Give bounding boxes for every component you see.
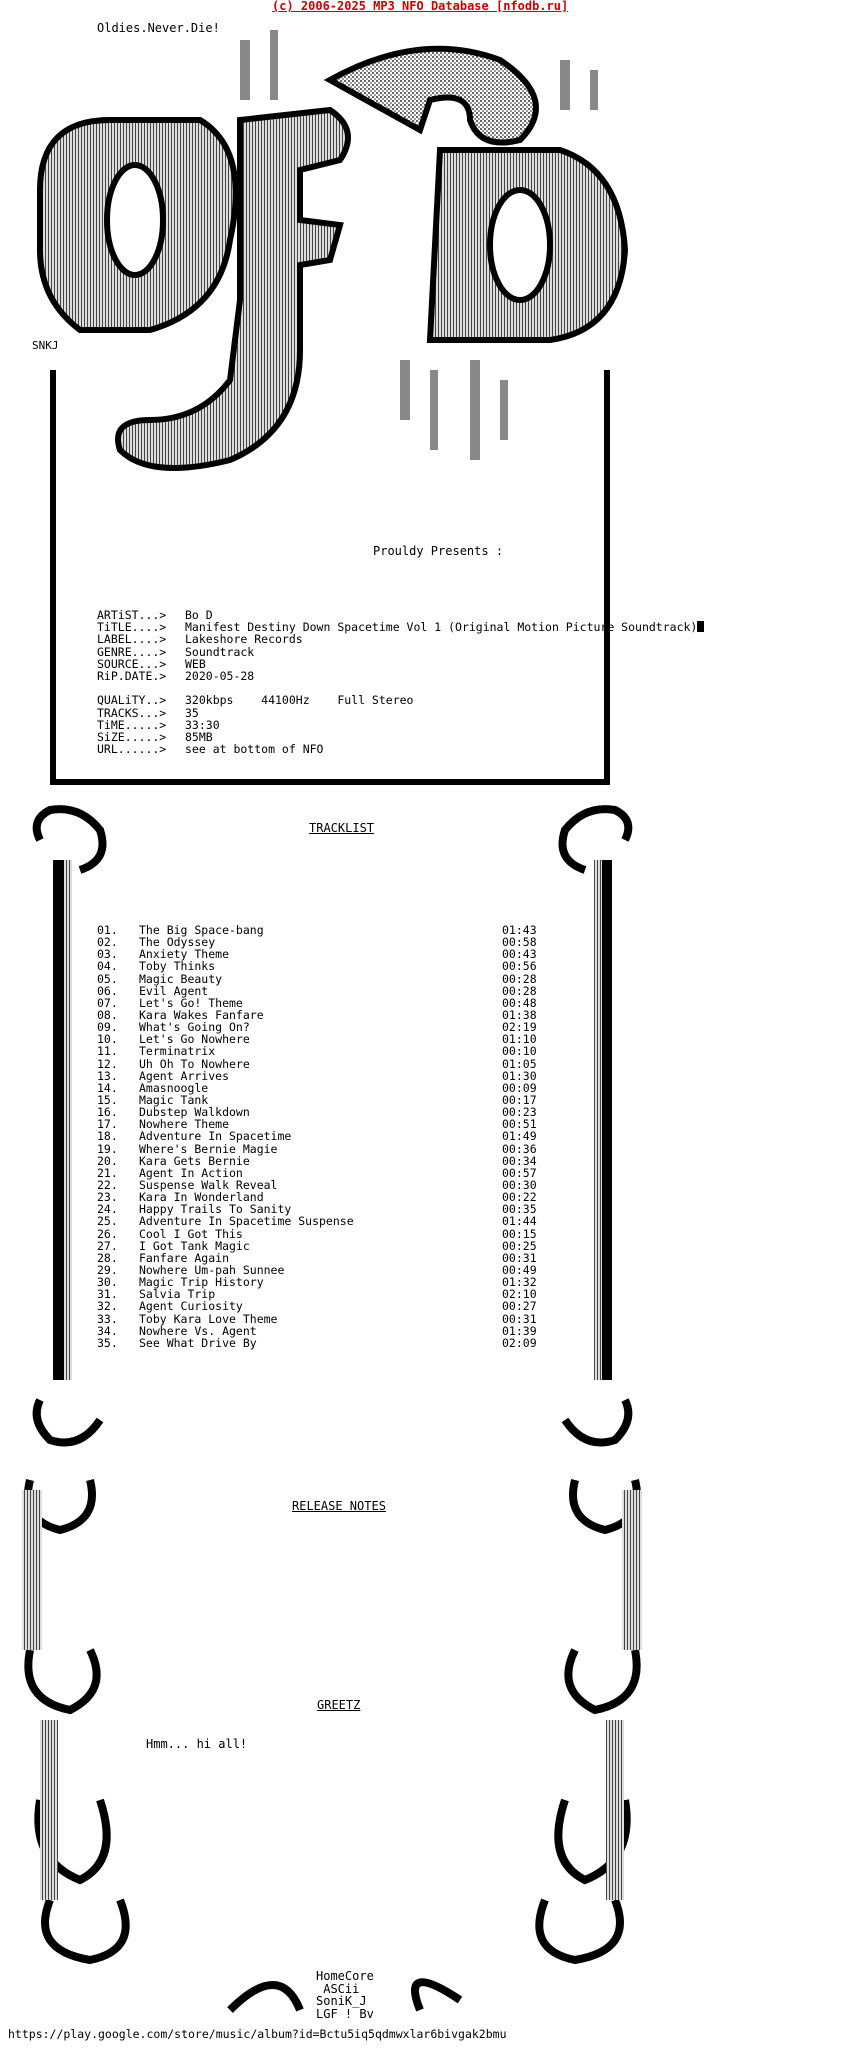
track-duration: 01:05 xyxy=(502,1056,537,1071)
track-title: Happy Trails To Sanity xyxy=(139,1202,292,1217)
release-notes-heading: RELEASE NOTES xyxy=(292,1499,386,1513)
track-duration: 00:27 xyxy=(502,1299,537,1314)
track-duration: 01:49 xyxy=(502,1129,537,1144)
info-key: TiTLE....> xyxy=(97,620,167,635)
info-value: 35 xyxy=(185,705,199,720)
track-duration: 01:39 xyxy=(502,1323,537,1338)
info-key: RiP.DATE.> xyxy=(97,668,167,683)
track-number: 22. xyxy=(97,1177,118,1192)
logo-art xyxy=(40,49,625,468)
track-row xyxy=(97,1325,537,1337)
track-duration: 01:30 xyxy=(502,1068,537,1083)
track-row xyxy=(97,1228,537,1240)
track-duration: 00:31 xyxy=(502,1250,537,1265)
track-title: Cool I Got This xyxy=(139,1226,243,1241)
track-row xyxy=(97,1143,537,1155)
track-title: Nowhere Theme xyxy=(139,1117,230,1132)
track-title: Magic Trip History xyxy=(139,1275,264,1290)
track-number: 28. xyxy=(97,1250,118,1265)
info-key: LABEL....> xyxy=(97,632,167,647)
track-number: 07. xyxy=(97,995,118,1010)
track-number: 01. xyxy=(97,923,118,937)
track-title: Dubstep Walkdown xyxy=(139,1105,250,1120)
track-row xyxy=(97,1313,537,1325)
info-value: Lakeshore Records xyxy=(185,632,303,647)
track-title: Agent Arrives xyxy=(139,1068,230,1083)
info-value: see at bottom of NFO xyxy=(185,742,324,757)
track-title: Adventure In Spacetime Suspense xyxy=(139,1214,354,1229)
track-number: 30. xyxy=(97,1275,118,1290)
info-key: SOURCE...> xyxy=(97,656,167,671)
track-title: Kara Gets Bernie xyxy=(139,1153,250,1168)
track-duration: 00:09 xyxy=(502,1080,537,1095)
lower-ornaments xyxy=(28,1480,637,2010)
credit-line: LGF ! Bv xyxy=(316,2006,374,2021)
track-duration: 00:56 xyxy=(502,959,537,974)
info-value: Bo D xyxy=(185,608,213,622)
greetz-heading: GREETZ xyxy=(317,1698,361,1712)
track-title: Kara Wakes Fanfare xyxy=(139,1007,264,1022)
track-number: 34. xyxy=(97,1323,118,1338)
track-title: Where's Bernie Magie xyxy=(139,1141,278,1156)
track-duration: 00:23 xyxy=(502,1105,537,1120)
info-key: QUALiTY..> xyxy=(97,693,167,708)
track-title: Nowhere Vs. Agent xyxy=(139,1323,257,1338)
track-duration: 00:34 xyxy=(502,1153,537,1168)
info-value: 2020-05-28 xyxy=(185,668,255,683)
track-title: What's Going On? xyxy=(139,1020,250,1035)
info-row xyxy=(97,743,704,755)
track-duration: 00:49 xyxy=(502,1262,537,1277)
info-row xyxy=(97,694,704,706)
info-key: TiME.....> xyxy=(97,717,167,732)
copyright-header[interactable]: (c) 2006-2025 MP3 NFO Database [nfodb.ru] xyxy=(272,0,569,13)
track-duration: 01:32 xyxy=(502,1275,537,1290)
track-duration: 00:15 xyxy=(502,1226,537,1241)
track-number: 32. xyxy=(97,1299,118,1314)
track-duration: 01:44 xyxy=(502,1214,537,1229)
credit-line: HomeCore xyxy=(316,1969,374,1983)
track-number: 03. xyxy=(97,947,118,962)
track-duration: 00:28 xyxy=(502,983,537,998)
track-title: Amasnoogle xyxy=(139,1080,209,1095)
info-row xyxy=(97,646,704,658)
track-duration: 01:38 xyxy=(502,1007,537,1022)
track-title: Agent In Action xyxy=(139,1165,243,1180)
info-value: 85MB xyxy=(185,729,213,744)
info-key: ARTiST...> xyxy=(97,608,167,622)
album-url-link[interactable]: https://play.google.com/store/music/album?id=Bctu5iq5qdmwxlar6bivgak2bmu xyxy=(8,2027,507,2041)
track-title: Kara In Wonderland xyxy=(139,1190,264,1205)
track-title: Magic Beauty xyxy=(139,971,223,986)
track-title: Fanfare Again xyxy=(139,1250,230,1265)
track-row xyxy=(97,1130,537,1142)
track-number: 20. xyxy=(97,1153,118,1168)
artist-tag: SNKJ xyxy=(32,339,59,352)
track-title: Evil Agent xyxy=(139,983,209,998)
track-number: 29. xyxy=(97,1262,118,1277)
track-row xyxy=(97,973,537,985)
track-duration: 00:28 xyxy=(502,971,537,986)
track-duration: 00:10 xyxy=(502,1044,537,1059)
track-number: 26. xyxy=(97,1226,118,1241)
info-value: 33:30 xyxy=(185,717,220,732)
info-key: GENRE....> xyxy=(97,644,167,659)
track-row xyxy=(97,1058,537,1070)
text-cursor xyxy=(697,621,704,632)
track-number: 35. xyxy=(97,1335,118,1350)
track-number: 18. xyxy=(97,1129,118,1144)
track-number: 33. xyxy=(97,1311,118,1326)
credit-line: SoniK_J xyxy=(316,1994,367,2008)
track-title: Terminatrix xyxy=(139,1044,216,1059)
track-number: 16. xyxy=(97,1105,118,1120)
track-title: Nowhere Um-pah Sunnee xyxy=(139,1262,285,1277)
track-title: Uh Oh To Nowhere xyxy=(139,1056,250,1071)
greet-text: Hmm... hi all! xyxy=(146,1737,248,1751)
track-title: Let's Go! Theme xyxy=(139,995,243,1010)
track-duration: 02:10 xyxy=(502,1287,537,1302)
track-title: I Got Tank Magic xyxy=(139,1238,250,1253)
track-duration: 00:30 xyxy=(502,1177,537,1192)
track-number: 15. xyxy=(97,1092,118,1107)
release-info xyxy=(97,609,704,755)
info-value: WEB xyxy=(185,656,206,671)
slogan: Oldies.Never.Die! xyxy=(97,21,220,35)
track-title: Suspense Walk Reveal xyxy=(139,1177,278,1192)
track-title: Toby Thinks xyxy=(139,959,216,974)
track-number: 11. xyxy=(97,1044,118,1059)
track-duration: 00:35 xyxy=(502,1202,537,1217)
track-duration: 01:10 xyxy=(502,1032,537,1047)
track-row xyxy=(97,960,537,972)
track-row xyxy=(97,1240,537,1252)
track-duration: 02:09 xyxy=(502,1335,537,1350)
ornament-shading xyxy=(22,1490,642,1900)
track-title: The Odyssey xyxy=(139,935,216,950)
track-title: Let's Go Nowhere xyxy=(139,1032,250,1047)
track-number: 09. xyxy=(97,1020,118,1035)
track-row xyxy=(97,1045,537,1057)
credit-line: ASCii xyxy=(316,1981,360,1996)
info-value: 320kbps 44100Hz Full Stereo xyxy=(185,693,414,708)
presents-heading: Prouldy Presents : xyxy=(373,544,504,558)
track-number: 25. xyxy=(97,1214,118,1229)
track-number: 24. xyxy=(97,1202,118,1217)
track-duration: 00:36 xyxy=(502,1141,537,1156)
ascii-credits xyxy=(316,1970,374,2020)
track-number: 13. xyxy=(97,1068,118,1083)
tracklist xyxy=(97,924,537,1349)
track-number: 19. xyxy=(97,1141,118,1156)
track-title: Adventure In Spacetime xyxy=(139,1129,292,1144)
track-duration: 00:51 xyxy=(502,1117,537,1132)
track-row xyxy=(97,1337,537,1349)
track-duration: 00:57 xyxy=(502,1165,537,1180)
track-duration: 00:22 xyxy=(502,1190,537,1205)
track-number: 08. xyxy=(97,1007,118,1022)
info-key: TRACKS...> xyxy=(97,705,167,720)
info-value: Soundtrack xyxy=(185,644,255,659)
info-row xyxy=(97,633,704,645)
track-number: 04. xyxy=(97,959,118,974)
track-number: 05. xyxy=(97,971,118,986)
track-row xyxy=(97,1300,537,1312)
info-key: SiZE.....> xyxy=(97,729,167,744)
track-number: 23. xyxy=(97,1190,118,1205)
track-duration: 00:43 xyxy=(502,947,537,962)
track-number: 17. xyxy=(97,1117,118,1132)
track-number: 10. xyxy=(97,1032,118,1047)
track-duration: 00:25 xyxy=(502,1238,537,1253)
track-number: 27. xyxy=(97,1238,118,1253)
track-row xyxy=(97,1070,537,1082)
track-row xyxy=(97,1155,537,1167)
track-title: Anxiety Theme xyxy=(139,947,230,962)
track-duration: 00:17 xyxy=(502,1092,537,1107)
track-duration: 00:31 xyxy=(502,1311,537,1326)
track-duration: 00:48 xyxy=(502,995,537,1010)
track-duration: 01:43 xyxy=(502,923,537,937)
tracklist-heading: TRACKLIST xyxy=(309,821,375,835)
info-key: URL......> xyxy=(97,742,167,757)
track-title: The Big Space-bang xyxy=(139,923,264,937)
info-value: Manifest Destiny Down Spacetime Vol 1 (Original Motion Picture Soundtrack) xyxy=(185,620,698,635)
track-title: Salvia Trip xyxy=(139,1287,216,1302)
track-number: 14. xyxy=(97,1080,118,1095)
track-number: 06. xyxy=(97,983,118,998)
track-row xyxy=(97,1215,537,1227)
track-number: 31. xyxy=(97,1287,118,1302)
track-number: 21. xyxy=(97,1165,118,1180)
track-number: 12. xyxy=(97,1056,118,1071)
info-row xyxy=(97,670,704,682)
track-duration: 02:19 xyxy=(502,1020,537,1035)
info-row xyxy=(97,707,704,719)
track-duration: 00:58 xyxy=(502,935,537,950)
track-number: 02. xyxy=(97,935,118,950)
track-title: Agent Curiosity xyxy=(139,1299,243,1314)
track-title: Toby Kara Love Theme xyxy=(139,1311,278,1326)
track-title: Magic Tank xyxy=(139,1092,209,1107)
track-title: See What Drive By xyxy=(139,1335,257,1350)
